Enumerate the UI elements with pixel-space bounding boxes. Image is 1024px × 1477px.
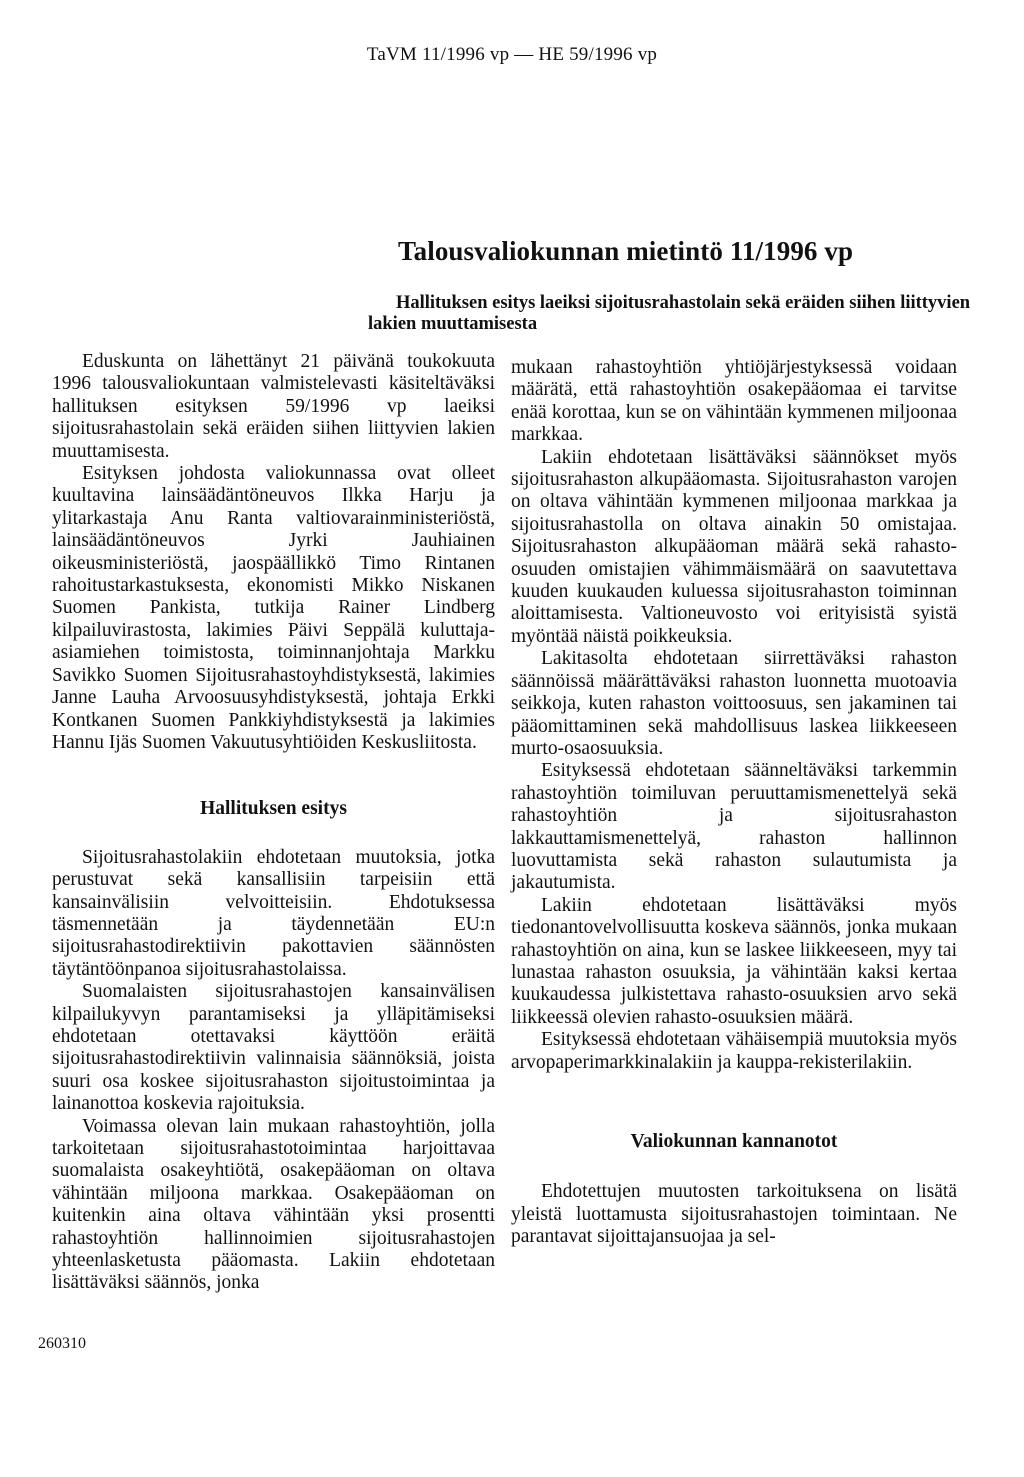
left-column: [52, 351, 495, 1295]
right-paragraph-3: Lakitasolta ehdotetaan siirrettäväksi rahaston säännöissä määrättäväksi rahaston luonnetta muotoavia seikkoja, kuten rahaston voittoosuus, sen jakaminen tai pääomittaminen sekä mahdollisuus laskea liikkeeseen murto-osaosuuksia.: [511, 648, 957, 759]
right-paragraph-5: Lakiin ehdotetaan lisättäväksi myös tiedonantovelvollisuutta koskeva säännös, jonka mukaan rahastoyhtiön on aina, kun se laskee liikkeeseen, myy tai lunastaa rahaston osuuksia, ja vähintään kaksi kertaa kuukaudessa julkistettava rahasto-osuuksien arvo sekä liikkeessä olevien rahasto-osuuksien määrä.: [511, 894, 957, 1028]
section-heading-valiokunnan-kannanotot: Valiokunnan kannanotot: [630, 1131, 838, 1152]
right-paragraph-7: Ehdotettujen muutosten tarkoituksena on lisätä yleistä luottamusta sijoitusrahastojen toimintaan. Ne parantavat sijoittajansuojaa ja sel-: [511, 1181, 957, 1248]
section-paragraph-3: Voimassa olevan lain mukaan rahastoyhtiön, jolla tarkoitetaan sijoitusrahastotoimintaa harjoittavaa suomalaista osakeyhtiötä, osakepääoman on oltava vähintään miljoona markkaa. Osakepääoman on kuitenkin aina oltava vähintään yksi prosentti rahastoyhtiön hallinnoimien sijoitusrahastojen yhteenlasketusta pääomasta. Lakiin ehdotetaan lisättäväksi säännös, jonka: [52, 1115, 495, 1294]
intro-paragraph-2: Esityksen johdosta valiokunnassa ovat olleet kuultavina lainsäädäntöneuvos Ilkka Harju ja ylitarkastaja Anu Ranta valtiovarainministeriöstä, lainsäädäntöneuvos Jyrki Jauhiainen oikeusministeriöstä, jaospäällikkö Timo Rintanen rahoitustarkastuksesta, ekonomisti Mikko Niskanen Suomen Pankista, tutkija Rainer Lindberg kilpailuvirastosta, lakimies Päivi Seppälä kuluttaja-asiamiehen toimistosta, toiminnanjohtaja Markku Savikko Suomen Sijoitusrahastoyhdistyksestä, lakimies Janne Lauha Arvoosuusyhdistyksestä, johtaja Erkki Kontkanen Suomen Pankkiyhdistyksestä ja lakimies Hannu Ijäs Suomen Vakuutusyhtiöiden Keskusliitosta.: [52, 463, 495, 753]
section-paragraph-2: Suomalaisten sijoitusrahastojen kansainvälisen kilpailukyvyn parantamiseksi ja ylläpitämiseksi ehdotetaan otettavaksi käyttöön eräitä sijoitusrahastodirektiivin valinnaisia säännöksiä, joista suuri osa koskee sijoitusrahaston sijoitustoimintaa ja lainanottoa koskevia rajoituksia.: [52, 981, 495, 1115]
section-paragraph-1: Sijoitusrahastolakiin ehdotetaan muutoksia, jotka perustuvat sekä kansallisiin tarpeisiin että kansainvälisiin velvoitteisiin. Ehdotuksessa täsmennetään ja täydennetään EU:n sijoitusrahastodirektiivin pakottavien säännösten täytäntöönpanoa sijoitusrahastolaissa.: [52, 846, 495, 980]
right-column: [511, 357, 957, 1249]
right-paragraph-4: Esityksessä ehdotetaan säänneltäväksi tarkemmin rahastoyhtiön toimiluvan peruuttamismenettelyä sekä rahastoyhtiön ja sijoitusrahaston lakkauttamismenettelyä, rahaston hallinnon luovuttamista sekä rahaston sulautumista ja jakautumista.: [511, 760, 957, 894]
report-title: Talousvaliokunnan mietintö 11/1996 vp: [398, 236, 854, 266]
right-paragraph-6: Esityksessä ehdotetaan vähäisempiä muutoksia myös arvopaperimarkkinalakiin ja kauppa-rekisterilakiin.: [511, 1029, 957, 1073]
intro-paragraph-1: Eduskunta on lähettänyt 21 päivänä toukokuuta 1996 talousvaliokuntaan valmistelevasti käsiteltäväksi hallituksen esityksen 59/1996 vp laeiksi sijoitusrahastolain sekä eräiden siihen liittyvien lakien muuttamisesta.: [52, 351, 495, 462]
section-heading-hallituksen-esitys: Hallituksen esitys: [200, 798, 347, 820]
right-paragraph-2: Lakiin ehdotetaan lisättäväksi säännökset myös sijoitusrahaston alkupääomasta. Sijoitusrahaston varojen on oltava vähintään kymmenen miljoonaa markkaa ja sijoitusrahastolla on oltava ainakin 50 omistajaa. Sijoitusrahaston alkupääoman määrä sekä rahasto-osuuden omistajien vähimmäismäärä on saavutettava kuuden kuukauden kuluessa sijoitusrahaston toiminnan aloittamisesta. Valtioneuvosto voi erityisistä syistä myöntää näistä poikkeuksia.: [511, 446, 957, 647]
continued-paragraph: mukaan rahastoyhtiön yhtiöjärjestyksessä voidaan määrätä, että rahastoyhtiön osakepääomaa ei tarvitse enää korottaa, kun se on vähintään kymmenen miljoonaa markkaa.: [511, 357, 957, 446]
running-head: TaVM 11/1996 vp — HE 59/1996 vp: [366, 44, 658, 65]
report-subtitle: Hallituksen esitys laeiksi sijoitusrahastolain sekä eräiden siihen liittyvien lakien muuttamisesta: [368, 293, 971, 334]
page-code: 260310: [38, 1335, 86, 1352]
